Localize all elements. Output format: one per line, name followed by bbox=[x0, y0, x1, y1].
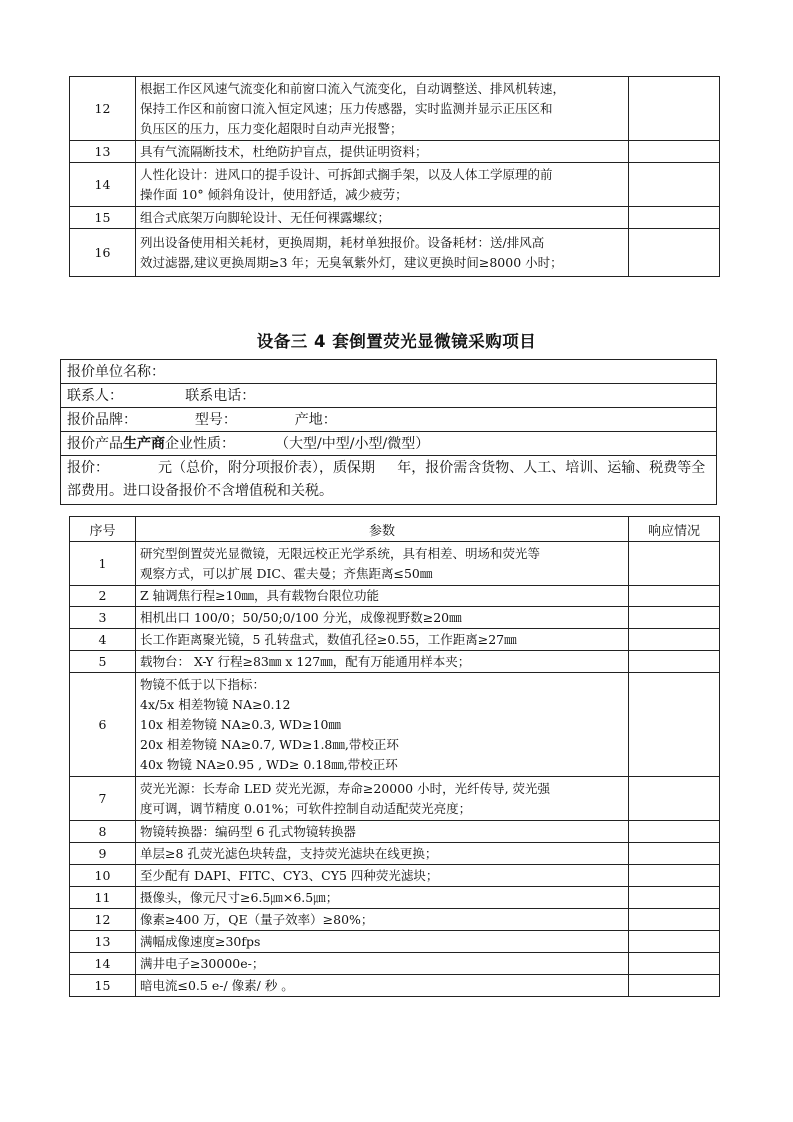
spec-table-body bbox=[70, 542, 720, 997]
row-response bbox=[629, 953, 720, 975]
table-row bbox=[70, 931, 720, 953]
row-number: 14 bbox=[70, 163, 136, 207]
table-row bbox=[70, 651, 720, 673]
row-response bbox=[629, 229, 720, 277]
row-response bbox=[629, 629, 720, 651]
row-number: 7 bbox=[70, 777, 136, 821]
table-row bbox=[70, 777, 720, 821]
table-row bbox=[70, 141, 720, 163]
row-response bbox=[629, 843, 720, 865]
brand-row: 报价品牌： 型号： 产地： bbox=[61, 408, 716, 432]
table-row bbox=[70, 207, 720, 229]
nature-bold: 生产商 bbox=[123, 436, 165, 452]
row-parameter: 满井电子≥30000e-； bbox=[136, 953, 629, 975]
row-response bbox=[629, 887, 720, 909]
row-parameter: 像素≥400 万，QE（量子效率）≥80%； bbox=[136, 909, 629, 931]
section-title: 设备三 4 套倒置荧光显微镜采购项目 bbox=[256, 332, 537, 351]
contact-row: 联系人： 联系电话： bbox=[61, 384, 716, 408]
row-parameter: Z 轴调焦行程≥10㎜，具有载物台限位功能 bbox=[136, 586, 629, 607]
spec-table-header bbox=[70, 517, 720, 542]
row-number: 15 bbox=[70, 207, 136, 229]
row-response bbox=[629, 777, 720, 821]
requirements-table-continued bbox=[69, 76, 720, 277]
table-row bbox=[70, 953, 720, 975]
header-response: 响应情况 bbox=[629, 517, 720, 542]
row-number: 12 bbox=[70, 909, 136, 931]
requirements-table-body bbox=[70, 77, 720, 277]
row-response bbox=[629, 865, 720, 887]
row-number: 4 bbox=[70, 629, 136, 651]
row-number: 14 bbox=[70, 953, 136, 975]
row-parameter: 载物台： X-Y 行程≥83㎜ x 127㎜，配有万能通用样本夹； bbox=[136, 651, 629, 673]
table-row bbox=[70, 607, 720, 629]
row-parameter: 人性化设计：进风口的提手设计、可拆卸式搁手架，以及人体工学原理的前 操作面 10° 倾斜角设计，使用舒适，减少疲劳； bbox=[136, 163, 629, 207]
quote-info-box bbox=[60, 359, 717, 505]
row-response bbox=[629, 909, 720, 931]
table-row bbox=[70, 629, 720, 651]
enterprise-nature-row bbox=[61, 432, 716, 456]
row-parameter: 摄像头，像元尺寸≥6.5㎛×6.5㎛； bbox=[136, 887, 629, 909]
quote-unit-row: 报价单位名称： bbox=[61, 360, 716, 384]
row-response bbox=[629, 77, 720, 141]
row-parameter: 暗电流≤0.5 e-/ 像素/ 秒 。 bbox=[136, 975, 629, 997]
row-parameter: 组合式底架万向脚轮设计、无任何裸露螺纹； bbox=[136, 207, 629, 229]
row-parameter: 研究型倒置荧光显微镜，无限远校正光学系统，具有相差、明场和荧光等 观察方式，可以扩展 DIC、霍夫曼；齐焦距离≤50㎜ bbox=[136, 542, 629, 586]
row-response bbox=[629, 651, 720, 673]
row-response bbox=[629, 821, 720, 843]
table-row bbox=[70, 673, 720, 777]
row-parameter: 具有气流隔断技术，杜绝防护盲点，提供证明资料； bbox=[136, 141, 629, 163]
row-number: 5 bbox=[70, 651, 136, 673]
row-response bbox=[629, 673, 720, 777]
row-parameter: 单层≥8 孔荧光滤色块转盘，支持荧光滤块在线更换； bbox=[136, 843, 629, 865]
row-number: 3 bbox=[70, 607, 136, 629]
row-parameter: 物镜不低于以下指标： 4x/5x 相差物镜 NA≥0.12 10x 相差物镜 NA≥0.3, WD≥10㎜ 20x 相差物镜 NA≥0.7, WD≥1.8㎜,带校正环 40x 物镜 NA≥0.95 , WD≥ 0.18㎜,带校正环 bbox=[136, 673, 629, 777]
row-parameter: 相机出口 100/0；50/50;0/100 分光，成像视野数≥20㎜ bbox=[136, 607, 629, 629]
row-response bbox=[629, 163, 720, 207]
table-row bbox=[70, 586, 720, 607]
table-row bbox=[70, 163, 720, 207]
row-parameter: 列出设备使用相关耗材，更换周期，耗材单独报价。设备耗材：送/排风高 效过滤器,建议更换周期≥3 年；无臭氧紫外灯，建议更换时间≥8000 小时； bbox=[136, 229, 629, 277]
row-parameter: 至少配有 DAPI、FITC、CY3、CY5 四种荧光滤块； bbox=[136, 865, 629, 887]
table-row bbox=[70, 909, 720, 931]
row-parameter: 长工作距离聚光镜，5 孔转盘式，数值孔径≥0.55，工作距离≥27㎜ bbox=[136, 629, 629, 651]
row-number: 6 bbox=[70, 673, 136, 777]
row-number: 8 bbox=[70, 821, 136, 843]
row-number: 10 bbox=[70, 865, 136, 887]
table-row bbox=[70, 887, 720, 909]
row-parameter: 物镜转换器：编码型 6 孔式物镜转换器 bbox=[136, 821, 629, 843]
row-number: 9 bbox=[70, 843, 136, 865]
row-number: 13 bbox=[70, 141, 136, 163]
header-param: 参数 bbox=[136, 517, 629, 542]
table-row bbox=[70, 229, 720, 277]
header-no: 序号 bbox=[70, 517, 136, 542]
row-number: 13 bbox=[70, 931, 136, 953]
quote-terms-row: 报价： 元（总价，附分项报价表），质保期 年，报价需含货物、人工、培训、运输、税费等全部费用。进口设备报价不含增值税和关税。 bbox=[67, 460, 706, 499]
nature-suffix: 企业性质： （大型/中型/小型/微型） bbox=[165, 436, 430, 452]
row-response bbox=[629, 975, 720, 997]
table-row bbox=[70, 865, 720, 887]
row-number: 12 bbox=[70, 77, 136, 141]
nature-prefix: 报价产品 bbox=[67, 436, 123, 452]
row-response bbox=[629, 542, 720, 586]
table-row bbox=[70, 542, 720, 586]
row-number: 1 bbox=[70, 542, 136, 586]
row-response bbox=[629, 607, 720, 629]
row-response bbox=[629, 207, 720, 229]
row-number: 15 bbox=[70, 975, 136, 997]
row-number: 11 bbox=[70, 887, 136, 909]
table-row bbox=[70, 843, 720, 865]
row-parameter: 满幅成像速度≥30fps bbox=[136, 931, 629, 953]
row-parameter: 根据工作区风速气流变化和前窗口流入气流变化，自动调整送、排风机转速， 保持工作区和前窗口流入恒定风速；压力传感器，实时监测并显示正压区和 负压区的压力，压力变化超限时自动声光报警； bbox=[136, 77, 629, 141]
row-response bbox=[629, 931, 720, 953]
table-row bbox=[70, 975, 720, 997]
table-row bbox=[70, 821, 720, 843]
row-parameter: 荧光光源：长寿命 LED 荧光光源，寿命≥20000 小时，光纤传导, 荧光强 度可调，调节精度 0.01%；可软件控制自动适配荧光亮度； bbox=[136, 777, 629, 821]
row-response bbox=[629, 586, 720, 607]
row-response bbox=[629, 141, 720, 163]
table-row bbox=[70, 77, 720, 141]
row-number: 2 bbox=[70, 586, 136, 607]
row-number: 16 bbox=[70, 229, 136, 277]
spec-table bbox=[69, 516, 720, 997]
